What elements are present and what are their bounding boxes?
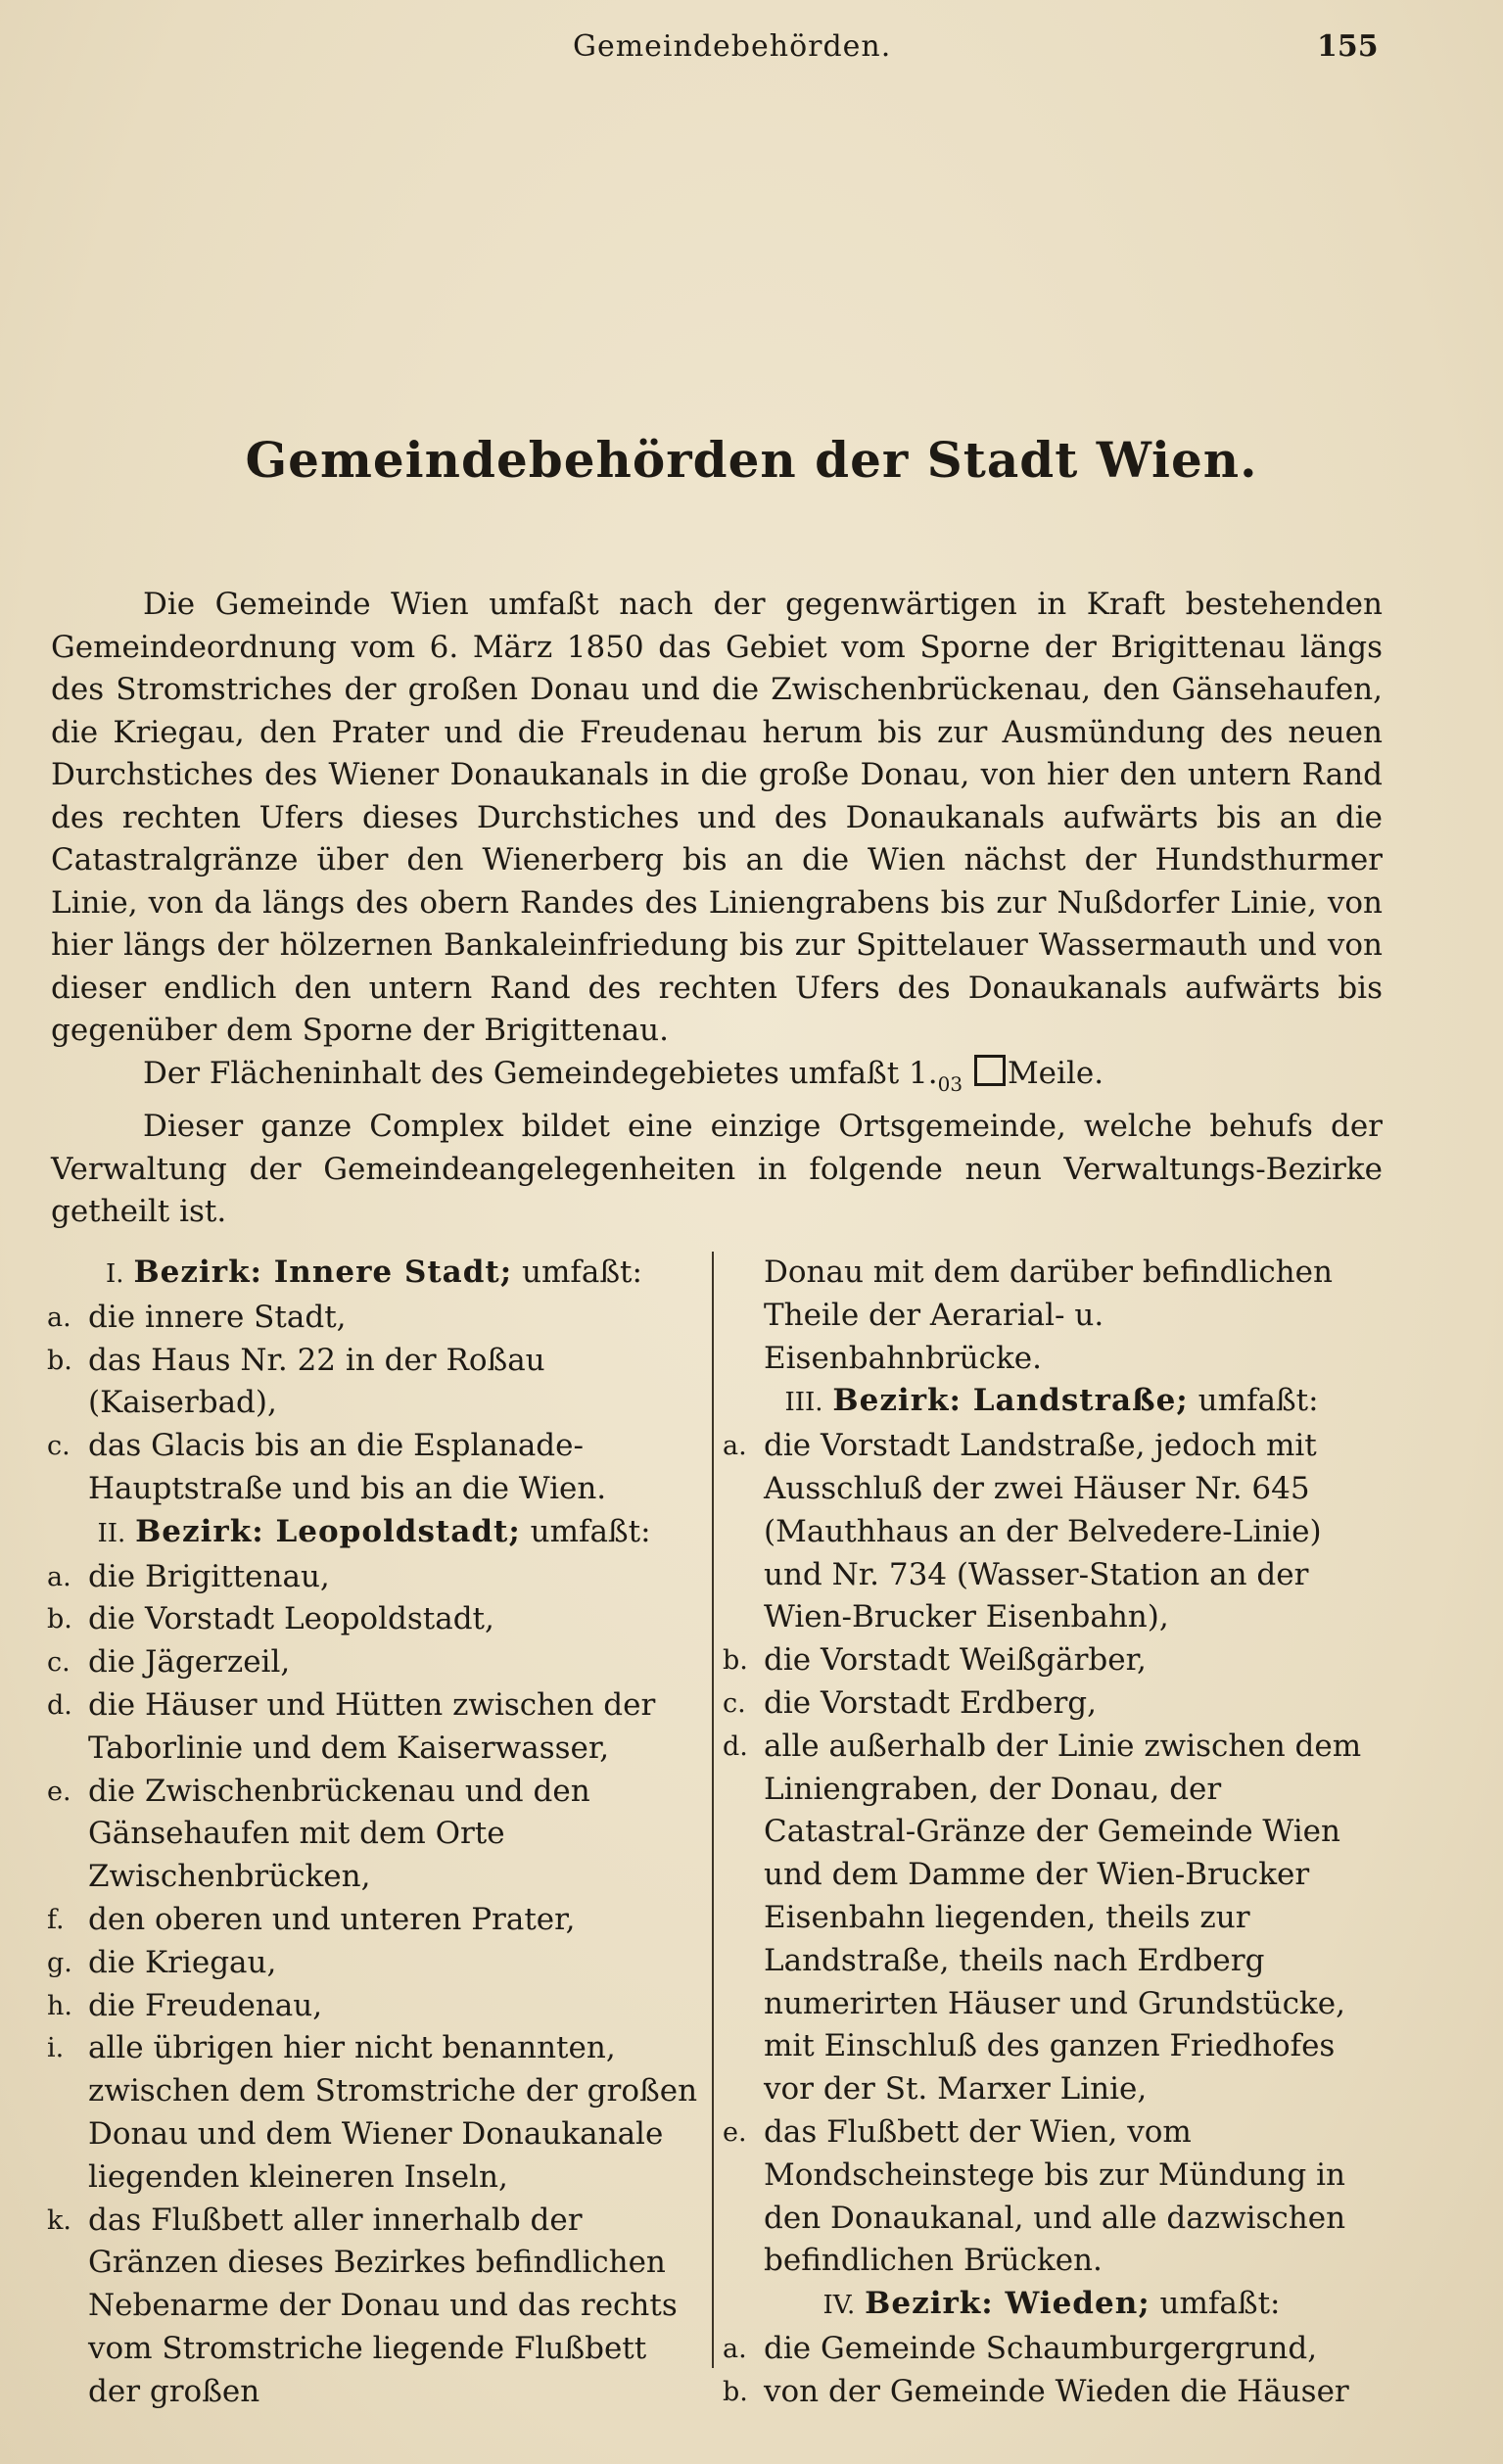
page-header	[0, 29, 1503, 72]
main-title: Gemeindebehörden der Stadt Wien.	[245, 431, 1258, 489]
list-item: h. die Freudenau,	[47, 1987, 323, 2023]
district-3-list	[723, 1425, 1381, 2283]
list-item: e. die Zwischenbrückenau und den Gänsehaufen mit dem Orte Zwischenbrücken,	[47, 1773, 590, 1895]
district-3-heading: III. Bezirk: Landstraße; umfaßt:	[784, 1383, 1319, 1419]
district-2-heading: II. Bezirk: Leopoldstadt; umfaßt:	[97, 1513, 651, 1549]
district-2-continuation: Donau mit dem darüber befindlichen Theile der Aerarial- u. Eisenbahnbrücke.	[764, 1255, 1333, 1376]
list-item: c. die Jägerzeil,	[47, 1644, 291, 1681]
list-item: c. die Vorstadt Erdberg,	[723, 1684, 1097, 1721]
list-item: k. das Flußbett aller innerhalb der Gränzen dieses Bezirkes befindlichen Nebenarme der Donau und das rechts vom Stromstriche liegende Flußbett der großen	[47, 2202, 678, 2409]
list-item: a. die innere Stadt,	[47, 1299, 347, 1335]
right-column	[723, 1252, 1381, 2414]
district-2-list	[47, 1556, 701, 2414]
list-item: b. die Vorstadt Weißgärber,	[723, 1642, 1147, 1679]
page-number: 155	[1317, 29, 1379, 64]
list-item: f. den oberen und unteren Prater,	[47, 1901, 576, 1937]
list-item: e. das Flußbett der Wien, vom Mondscheinstege bis zur Mündung in den Donaukanal, und alle dazwischen befindlichen Brücken.	[723, 2113, 1346, 2279]
district-1-heading: I. Bezirk: Innere Stadt; umfaßt:	[106, 1255, 642, 1290]
column-divider	[712, 1252, 714, 2368]
district-4-list	[723, 2328, 1381, 2414]
list-item: a. die Gemeinde Schaumburgergrund,	[723, 2330, 1318, 2366]
list-item: b. das Haus Nr. 22 in der Roßau (Kaiserbad),	[47, 1342, 545, 1421]
district-4-heading: IV. Bezirk: Wieden; umfaßt:	[822, 2286, 1281, 2322]
running-title: Gemeindebehörden.	[573, 29, 892, 64]
list-item: c. das Glacis bis an die Esplanade-Hauptstraße und bis an die Wien.	[47, 1428, 607, 1506]
intro-text	[51, 584, 1383, 1234]
list-item: i. alle übrigen hier nicht benannten, zwischen dem Stromstriche der großen Donau und dem Wiener Donaukanale liegenden kleineren Inseln,	[47, 2030, 698, 2195]
square-symbol-icon	[974, 1055, 1006, 1086]
list-item: a. die Vorstadt Landstraße, jedoch mit Ausschluß der zwei Häuser Nr. 645 (Mauthhaus an der Belvedere-Linie) und Nr. 734 (Wasser-Station an der Wien-Brucker Eisenbahn),	[723, 1428, 1322, 1635]
list-item: g. die Kriegau,	[47, 1944, 277, 1980]
intro-paragraph-3: Dieser ganze Complex bildet eine einzige Ortsgemeinde, welche behufs der Verwaltung der Gemeindeangelegenheiten in folgende neun Verwaltungs-Bezirke getheilt ist.	[51, 1109, 1383, 1229]
district-1-list	[47, 1297, 701, 1511]
area-subscript: 03	[937, 1071, 963, 1096]
list-item: d. die Häuser und Hütten zwischen der Taborlinie und dem Kaiserwasser,	[47, 1686, 656, 1766]
list-item: a. die Brigittenau,	[47, 1558, 330, 1594]
left-column	[47, 1252, 701, 2414]
list-item: b. von der Gemeinde Wieden die Häuser	[723, 2373, 1349, 2409]
list-item: d. alle außerhalb der Linie zwischen dem Liniengraben, der Donau, der Catastral-Gränze der Gemeinde Wien und dem Damme der Wien-Brucker Eisenbahn liegenden, theils zur Landstraße, theils nach Erdberg numerirten Häuser und Grundstücke, mit Einschluß des ganzen Friedhofes vor der St. Marxer Linie,	[723, 1728, 1362, 2108]
intro-paragraph-1: Die Gemeinde Wien umfaßt nach der gegenwärtigen in Kraft bestehenden Gemeindeordnung vom 6. März 1850 das Gebiet vom Sporne der Brigittenau längs des Stromstriches der großen Donau und die Zwischenbrückenau, den Gänsehaufen, die Kriegau, den Prater und die Freudenau herum bis zur Ausmündung des neuen Durchstiches des Wiener Donaukanals in die große Donau, von hier den untern Rand des rechten Ufers dieses Durchstiches und des Donaukanals aufwärts bis an die Catastralgränze über den Wienerberg bis an die Wien nächst der Hundsthurmer Linie, von da längs des obern Randes des Liniengrabens bis zur Nußdorfer Linie, von hier längs der hölzernen Bankaleinfriedung bis zur Spittelauer Wassermauth und von dieser endlich den untern Rand des rechten Ufers des Donaukanals aufwärts bis gegenüber dem Sporne der Brigittenau.	[51, 587, 1383, 1048]
intro-paragraph-2: Der Flächeninhalt des Gemeindegebietes umfaßt $1._{03}$ Meile.	[143, 1055, 1104, 1096]
list-item: b. die Vorstadt Leopoldstadt,	[47, 1601, 494, 1637]
